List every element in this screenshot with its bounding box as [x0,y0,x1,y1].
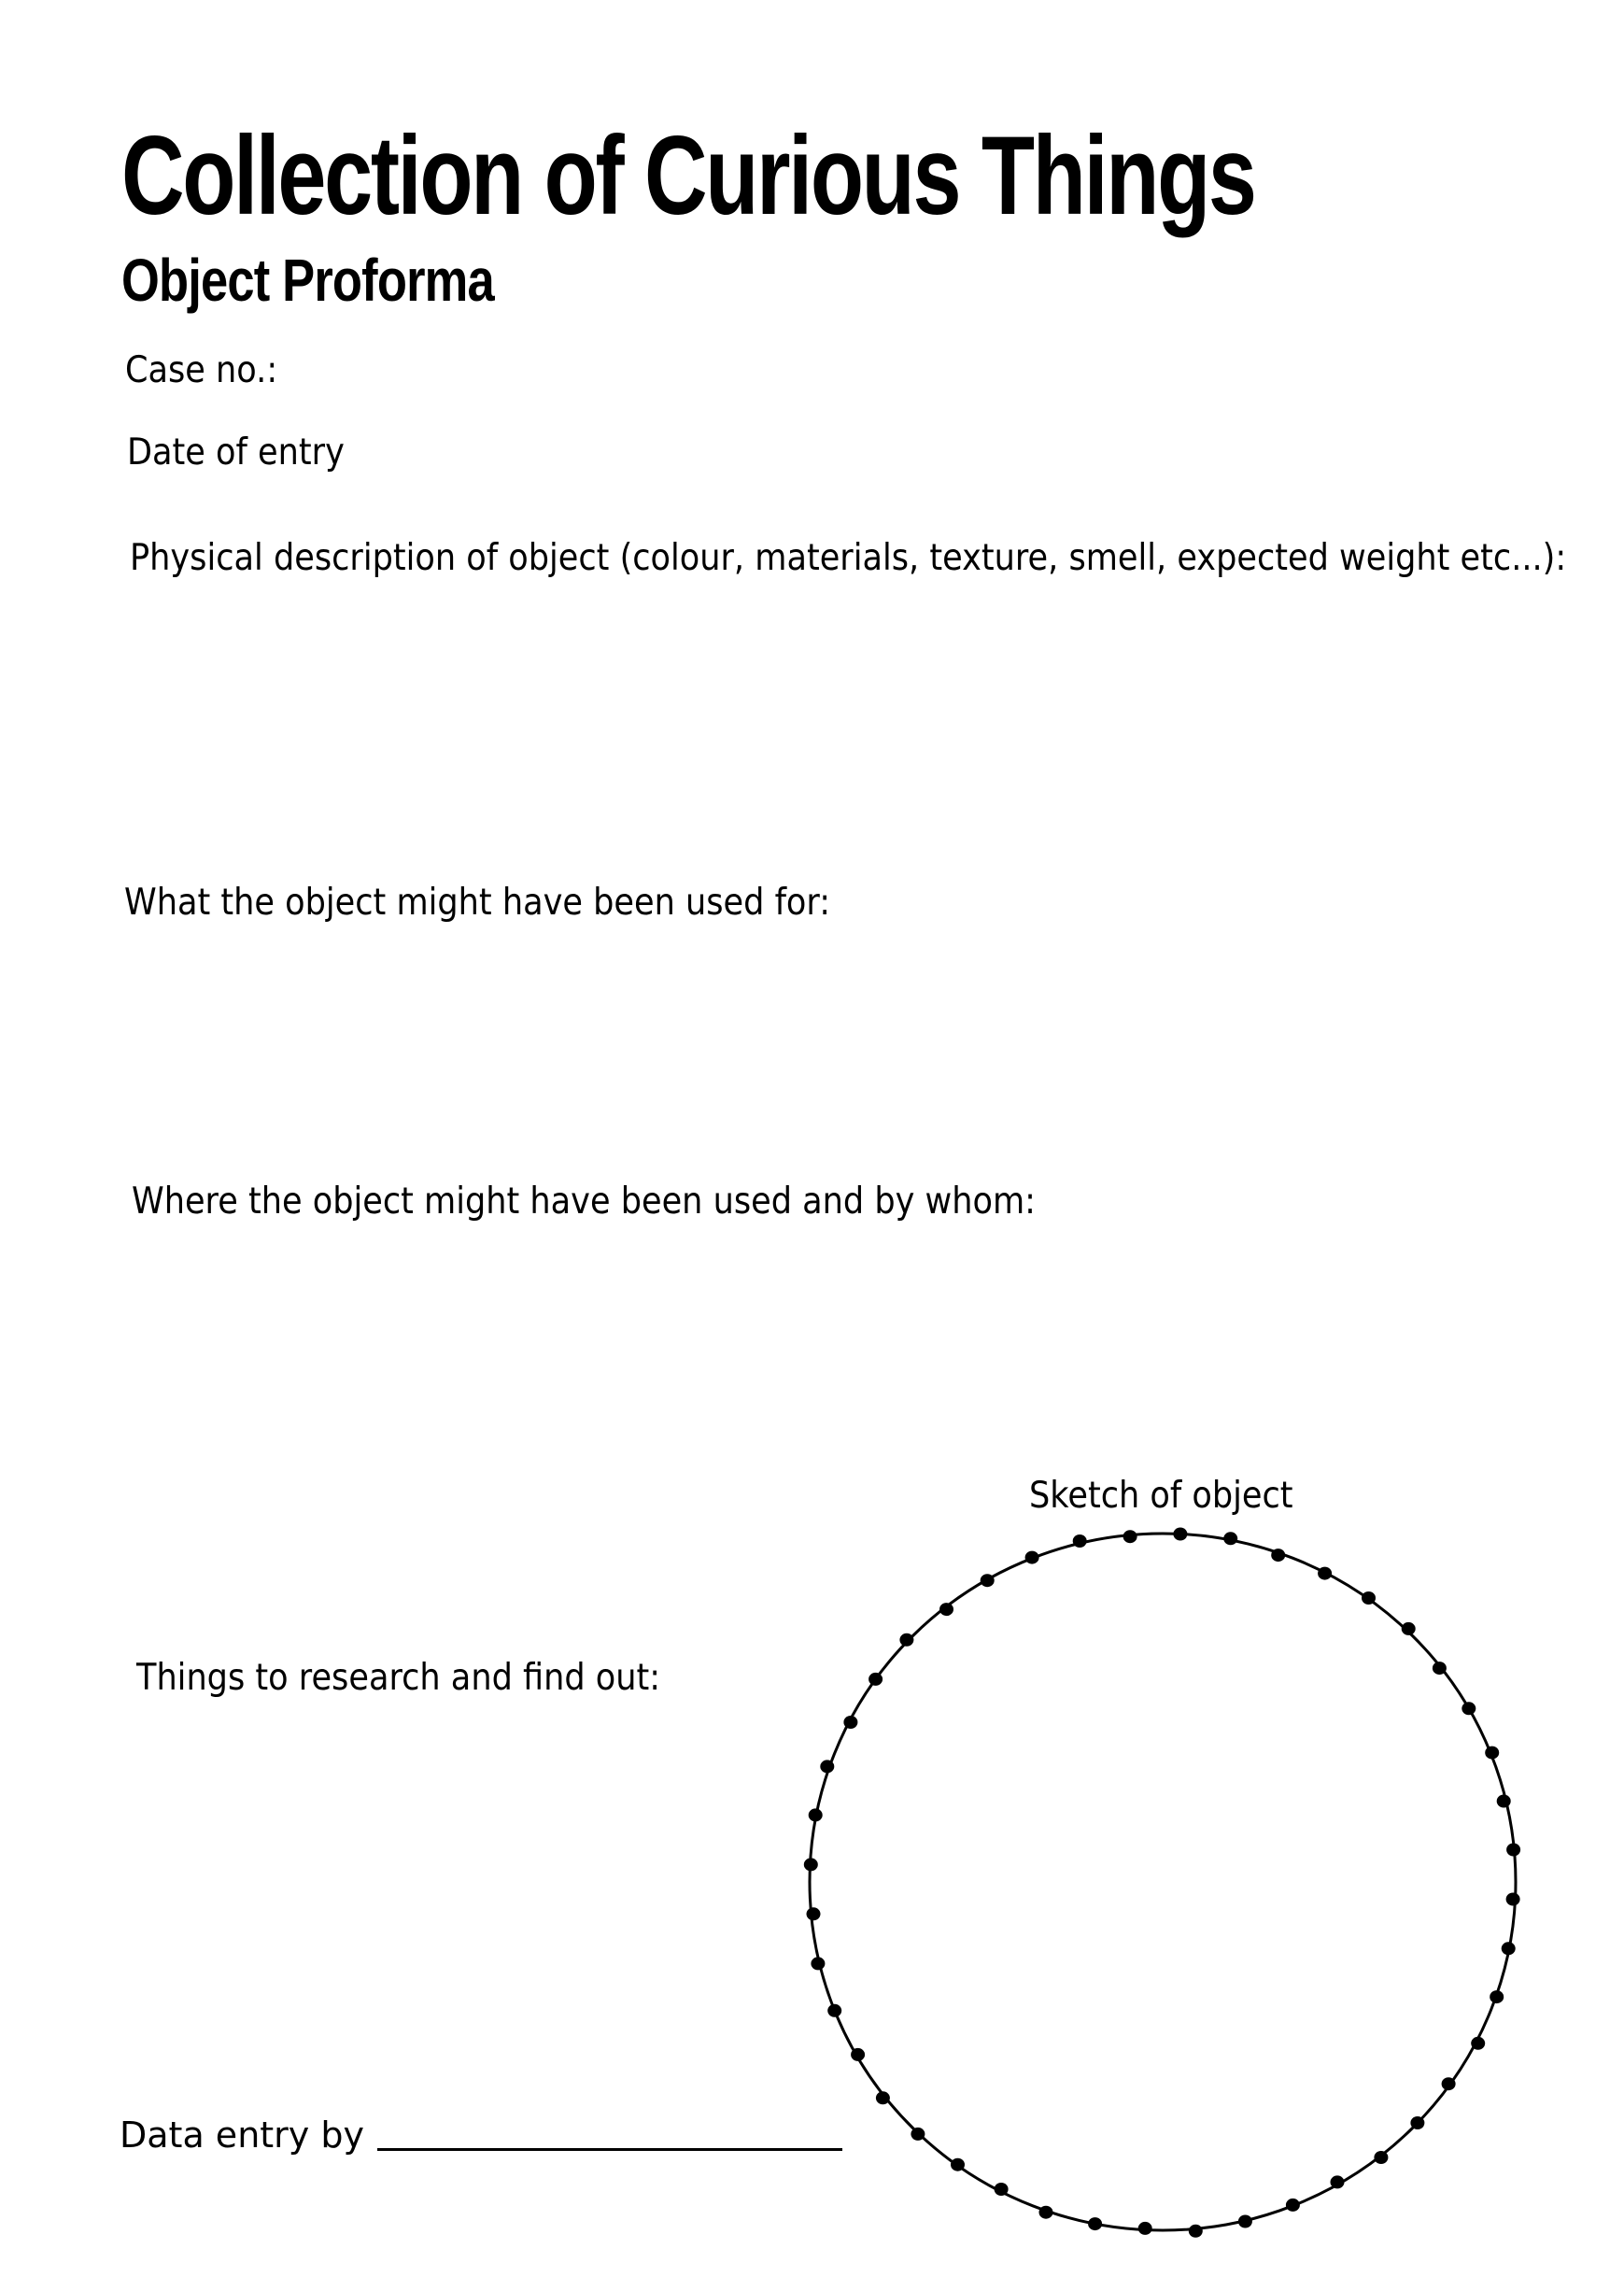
sketch-dot [1318,1567,1332,1580]
sketch-dot [1433,1662,1447,1675]
sketch-dot [1189,2225,1203,2238]
sketch-dot [951,2158,965,2171]
sketch-dot [1238,2215,1252,2228]
sketch-dot [981,1574,995,1587]
sketch-dot [1506,1893,1520,1906]
sketch-dot [1138,2222,1152,2235]
physical-description-label: Physical description of object (colour, materials, texture, smell, expected weight etc...): [130,537,1567,579]
sketch-dot [827,2004,841,2017]
sketch-dot [1362,1591,1376,1605]
sketch-dot [1462,1702,1476,1715]
sketch-dot [1502,1942,1516,1955]
research-label: Things to research and find out: [136,1657,661,1699]
sketch-dot [1223,1532,1237,1545]
sketch-dot [843,1716,857,1729]
sketch-dot [939,1603,953,1616]
sketch-label: Sketch of object [1029,1475,1293,1517]
sketch-circle-outline [810,1534,1516,2230]
sketch-dot [1039,2206,1053,2219]
sketch-dot [807,1907,821,1920]
sketch-dot [1025,1551,1039,1564]
sketch-dot [1485,1747,1499,1760]
sketch-dot [1331,2175,1345,2188]
sketch-dot [1123,1530,1137,1543]
sketch-dot [1173,1528,1187,1541]
sketch-dot [811,1957,825,1970]
sketch-dot [809,1808,823,1821]
sketch-dot [995,2183,1009,2196]
sketch-dot [1490,1990,1504,2003]
date-of-entry-label: Date of entry [127,431,345,474]
page-subtitle: Object Proforma [121,247,494,314]
sketch-dot [1374,2151,1388,2164]
data-entry-label: Data entry by [120,2114,364,2156]
sketch-dot [876,2091,890,2104]
used-for-label: What the object might have been used for: [124,882,831,924]
sketch-dot [1402,1622,1416,1635]
sketch-dot [1073,1534,1087,1548]
sketch-dot [1088,2217,1102,2230]
sketch-dot [1271,1549,1285,1562]
data-entry-line[interactable] [377,2147,842,2151]
sketch-dot [1506,1844,1520,1857]
sketch-dot [1286,2199,1300,2212]
sketch-dot [1471,2037,1485,2050]
sketch-dot [1410,2116,1424,2129]
sketch-dot [851,2048,865,2061]
where-used-label: Where the object might have been used and by whom: [132,1181,1036,1223]
page-title: Collection of Curious Things [121,113,1255,238]
case-no-label: Case no.: [125,349,278,391]
sketch-dot [1442,2077,1456,2090]
data-entry-row [120,2115,842,2157]
sketch-dot [899,1633,913,1647]
sketch-dot [1497,1795,1511,1808]
sketch-circle-area[interactable] [784,1522,1532,2260]
sketch-dot [868,1673,883,1686]
sketch-dots [804,1528,1520,2238]
sketch-dot [911,2128,925,2141]
sketch-dot [820,1760,834,1773]
sketch-dot [804,1858,818,1871]
